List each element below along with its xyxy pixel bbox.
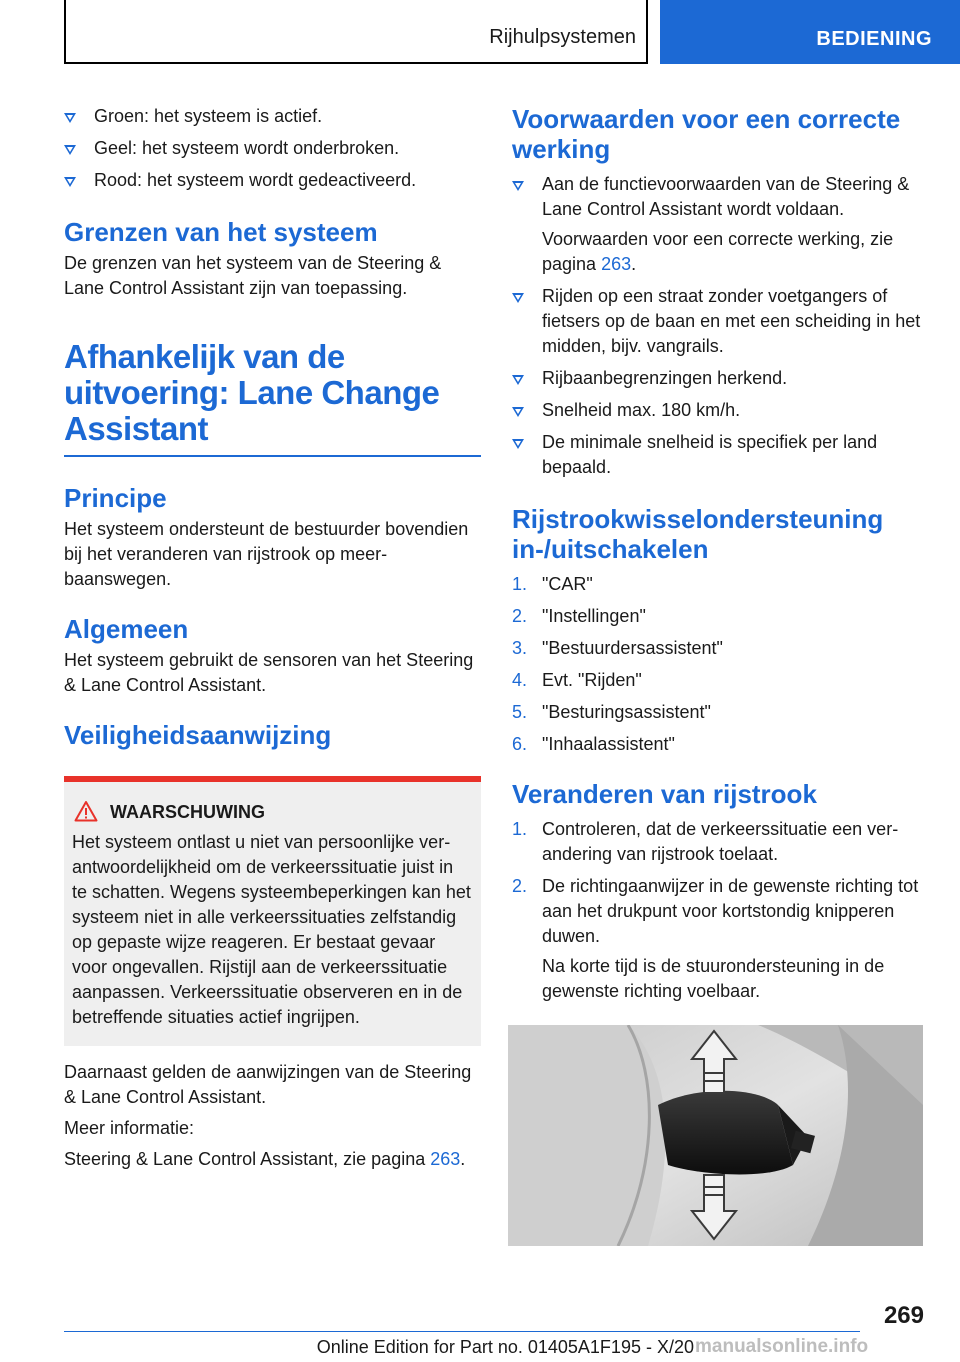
triangle-bullet-icon bbox=[512, 407, 524, 417]
header-rule-left bbox=[64, 0, 66, 64]
header-rule-bottom bbox=[64, 62, 648, 64]
right-column bbox=[512, 104, 924, 1011]
page-link[interactable]: 263 bbox=[601, 254, 632, 274]
footer-edition: Online Edition for Part no. 01405A1F195 - X/20 bbox=[316, 1337, 694, 1357]
principle-text: Het systeem ondersteunt de bestuurder bovendien bij het veranderen van rijstrook op meerbaanswegen. bbox=[64, 519, 469, 589]
warning-header bbox=[72, 800, 473, 824]
page-link[interactable]: 263 bbox=[430, 1149, 461, 1169]
limits-heading: Grenzen van het systeem bbox=[64, 217, 378, 247]
conditions-list bbox=[512, 172, 924, 480]
warning-box bbox=[64, 776, 481, 1046]
left-column bbox=[64, 104, 481, 1172]
triangle-bullet-icon bbox=[512, 293, 524, 303]
list-item: Rood: het systeem wordt gedeactiveerd. bbox=[64, 168, 481, 193]
conditions-sub-text: Voorwaarden voor een correcte werking, zie pagina 263. bbox=[542, 229, 894, 274]
triangle-bullet-icon bbox=[64, 177, 76, 187]
triangle-bullet-icon bbox=[512, 181, 524, 191]
reference-text: Steering & Lane Control Assistant, zie pagina 263. bbox=[64, 1149, 466, 1169]
list-item: Rijbaanbegrenzingen herkend. bbox=[512, 366, 924, 391]
triangle-bullet-icon bbox=[64, 113, 76, 123]
after-warning-text: Daarnaast gelden de aanwijzingen van de Steering & Lane Control Assistant. bbox=[64, 1062, 472, 1107]
change-heading: Veranderen van rijstrook bbox=[512, 779, 817, 809]
limits-text: De grenzen van het systeem van de Steering & Lane Control Assistant zijn van toepassing. bbox=[64, 253, 442, 298]
page-number: 269 bbox=[883, 1302, 924, 1329]
warning-title: WAARSCHUWING bbox=[110, 802, 265, 822]
list-item: 2. "Instellingen" bbox=[512, 606, 646, 626]
conditions-heading: Voorwaarden voor een correcte werking bbox=[512, 104, 901, 164]
more-info-label: Meer informatie: bbox=[64, 1118, 195, 1138]
turn-signal-stalk-image bbox=[508, 1025, 923, 1246]
list-item: Aan de functievoorwaarden van de Steering & Lane Control Assistant wordt voldaan. Voorwaarden voor een correcte werking, zie pagina 263. bbox=[512, 172, 924, 277]
switch-steps-list bbox=[512, 572, 924, 757]
list-item: 1. Controleren, dat de verkeerssituatie een verandering van rijstrook toelaat. bbox=[512, 819, 899, 864]
change-sub-text: Na korte tijd is de stuurondersteuning in de gewenste richting voelbaar. bbox=[542, 956, 885, 1001]
header-rule-right bbox=[646, 0, 648, 64]
triangle-bullet-icon bbox=[512, 375, 524, 385]
list-item: 4. Evt. "Rijden" bbox=[512, 670, 642, 690]
main-heading: Afhankelijk van de uitvoering: Lane Change Assistant bbox=[64, 338, 440, 447]
list-item: Geel: het systeem wordt onderbroken. bbox=[64, 136, 481, 161]
turn-signal-illustration bbox=[508, 1025, 923, 1246]
status-color-list bbox=[64, 104, 481, 193]
warning-triangle-icon bbox=[74, 800, 98, 822]
list-item: De minimale snelheid is specifiek per land bepaald. bbox=[512, 430, 924, 480]
list-item: Snelheid max. 180 km/h. bbox=[512, 398, 924, 423]
safety-heading: Veiligheidsaanwijzing bbox=[64, 720, 332, 750]
list-item: Rijden op een straat zonder voetgangers of fietsers op de baan en met een scheiding in het midden, bijv. vangrails. bbox=[512, 284, 924, 359]
footer-rule bbox=[64, 1331, 860, 1332]
principle-heading: Principe bbox=[64, 483, 167, 513]
warning-text: Het systeem ontlast u niet van persoonlijke verantwoordelijkheid om de verkeerssituatie juist in te schatten. Wegens systeembeperkingen kan het systeem niet in alle verkeerssituaties zelfstandig op gepaste wijze reageren. Er bestaat gevaar voor ongevallen. Rijstijl aan de verkeerssituatie aanpassen. Verkeerssituatie observeren en in de betreffende situaties actief ingrijpen. bbox=[72, 832, 471, 1027]
triangle-bullet-icon bbox=[512, 439, 524, 449]
header-chapter-label: BEDIENING bbox=[816, 28, 932, 50]
triangle-bullet-icon bbox=[64, 145, 76, 155]
header-chapter-tab[interactable] bbox=[660, 0, 960, 64]
header-section-title: Rijhulpsystemen bbox=[489, 26, 636, 48]
list-item: 2. De richtingaanwijzer in de gewenste richting tot aan het drukpunt voor kortstondig knipperen duwen. Na korte tijd is de stuurondersteuning in de gewenste richting voelbaar. bbox=[512, 874, 924, 1004]
general-text: Het systeem gebruikt de sensoren van het Steering & Lane Control Assistant. bbox=[64, 650, 474, 695]
list-item: Groen: het systeem is actief. bbox=[64, 104, 481, 129]
section-divider bbox=[64, 455, 481, 457]
footer-watermark: manualsonline.info bbox=[695, 1336, 869, 1357]
list-item: 3. "Bestuurdersassistent" bbox=[512, 638, 723, 658]
list-item: 5. "Besturingsassistent" bbox=[512, 702, 711, 722]
general-heading: Algemeen bbox=[64, 614, 189, 644]
list-item: 1. "CAR" bbox=[512, 574, 593, 594]
change-steps-list bbox=[512, 817, 924, 1004]
switch-heading: Rijstrookwisselondersteuning in-/uitschakelen bbox=[512, 504, 884, 564]
list-item: 6. "Inhaalassistent" bbox=[512, 734, 675, 754]
